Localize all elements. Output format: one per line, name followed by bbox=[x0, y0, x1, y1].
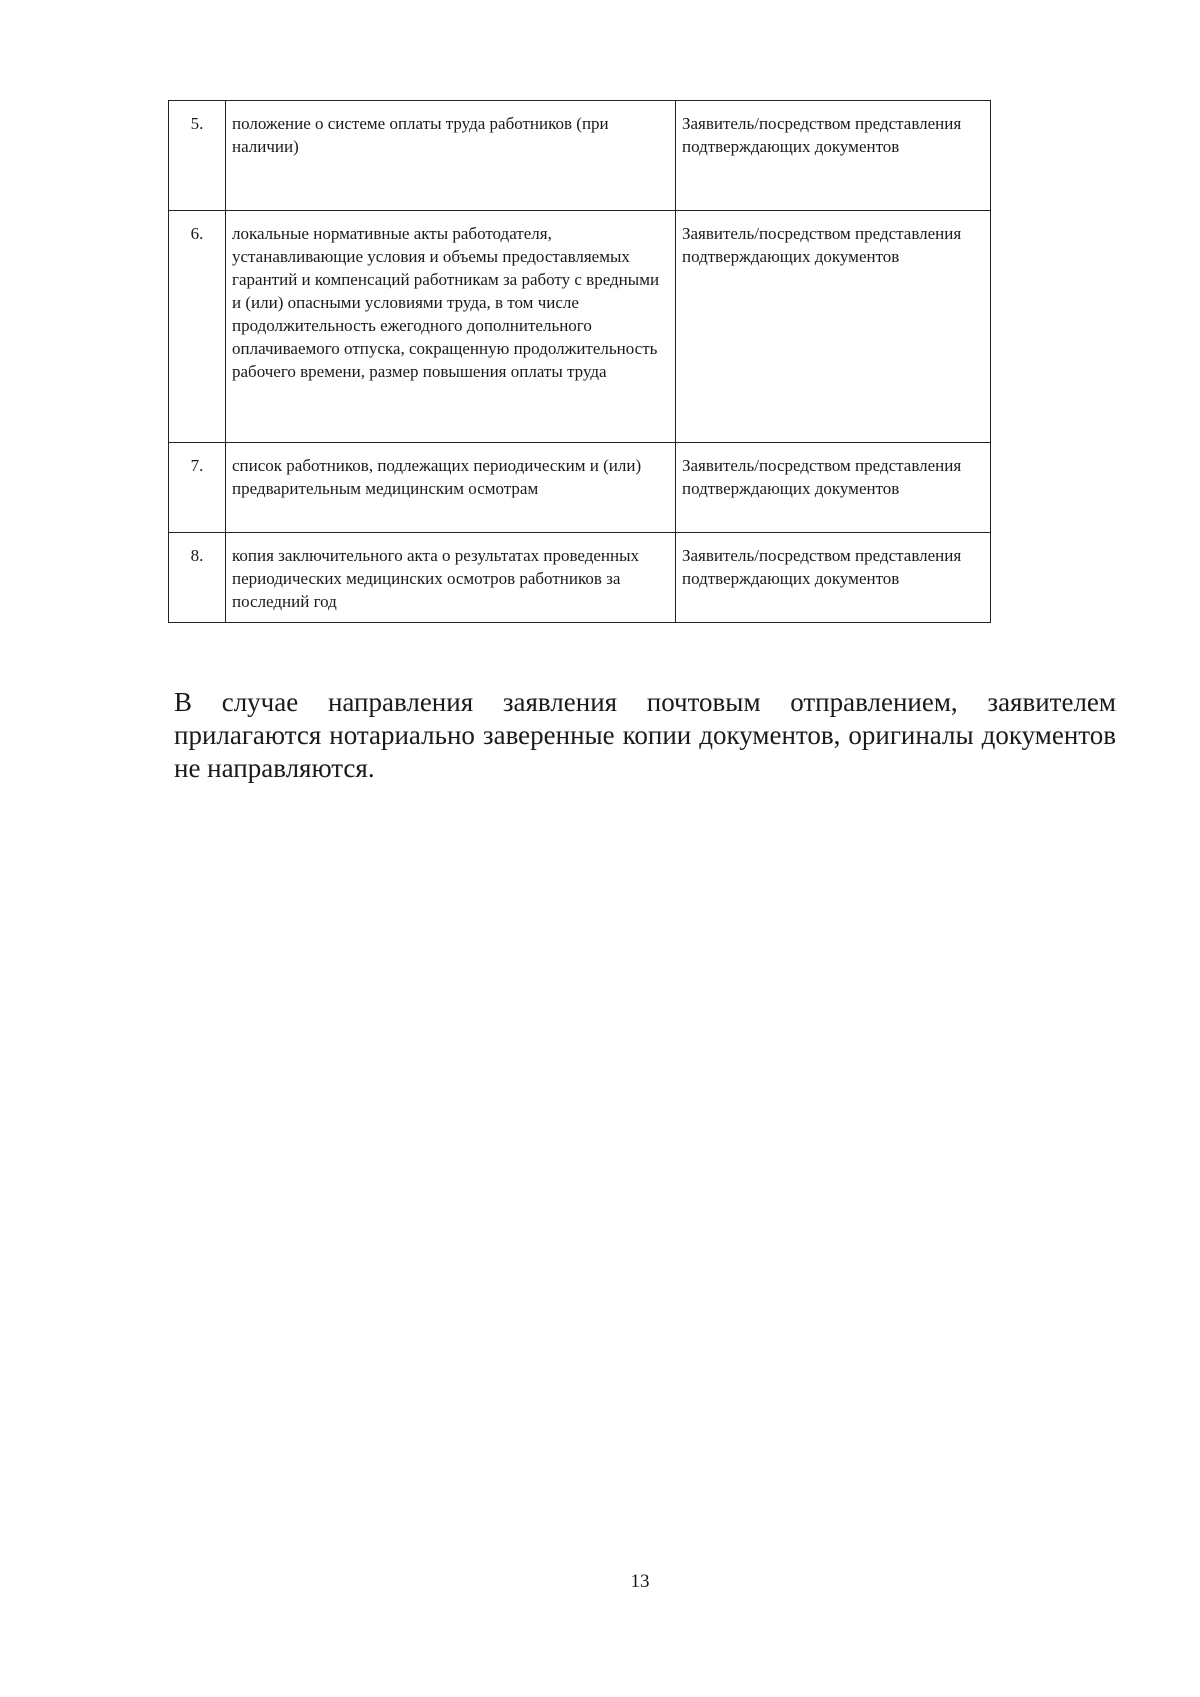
document-name: копия заключительного акта о результатах проведенных периодических медицинских осмотров работников за последний год bbox=[226, 533, 676, 623]
table-row bbox=[169, 443, 991, 533]
row-number: 6. bbox=[169, 211, 226, 443]
document-name: локальные нормативные акты работодателя, устанавливающие условия и объемы предоставляемых гарантий и компенсаций работникам за работу с вредными и (или) опасными условиями труда, в том числе продолжительность ежегодного дополнительного оплачиваемого отпуска, сокращенную продолжительность рабочего времени, размер повышения оплаты труда bbox=[226, 211, 676, 443]
table-row bbox=[169, 533, 991, 623]
document-source: Заявитель/посредством представления подтверждающих документов bbox=[676, 101, 991, 211]
document-name: положение о системе оплаты труда работников (при наличии) bbox=[226, 101, 676, 211]
table-row bbox=[169, 101, 991, 211]
documents-table bbox=[168, 100, 991, 623]
table-row bbox=[169, 211, 991, 443]
document-name: список работников, подлежащих периодическим и (или) предварительным медицинским осмотрам bbox=[226, 443, 676, 533]
row-number: 8. bbox=[169, 533, 226, 623]
row-number: 5. bbox=[169, 101, 226, 211]
row-number: 7. bbox=[169, 443, 226, 533]
document-source: Заявитель/посредством представления подтверждающих документов bbox=[676, 211, 991, 443]
postal-submission-note: В случае направления заявления почтовым отправлением, заявителем прилагаются нотариально заверенные копии документов, оригиналы документов не направляются. bbox=[174, 687, 1116, 783]
document-source: Заявитель/посредством представления подтверждающих документов bbox=[676, 443, 991, 533]
document-source: Заявитель/посредством представления подтверждающих документов bbox=[676, 533, 991, 623]
page-number: 13 bbox=[630, 1571, 650, 1592]
